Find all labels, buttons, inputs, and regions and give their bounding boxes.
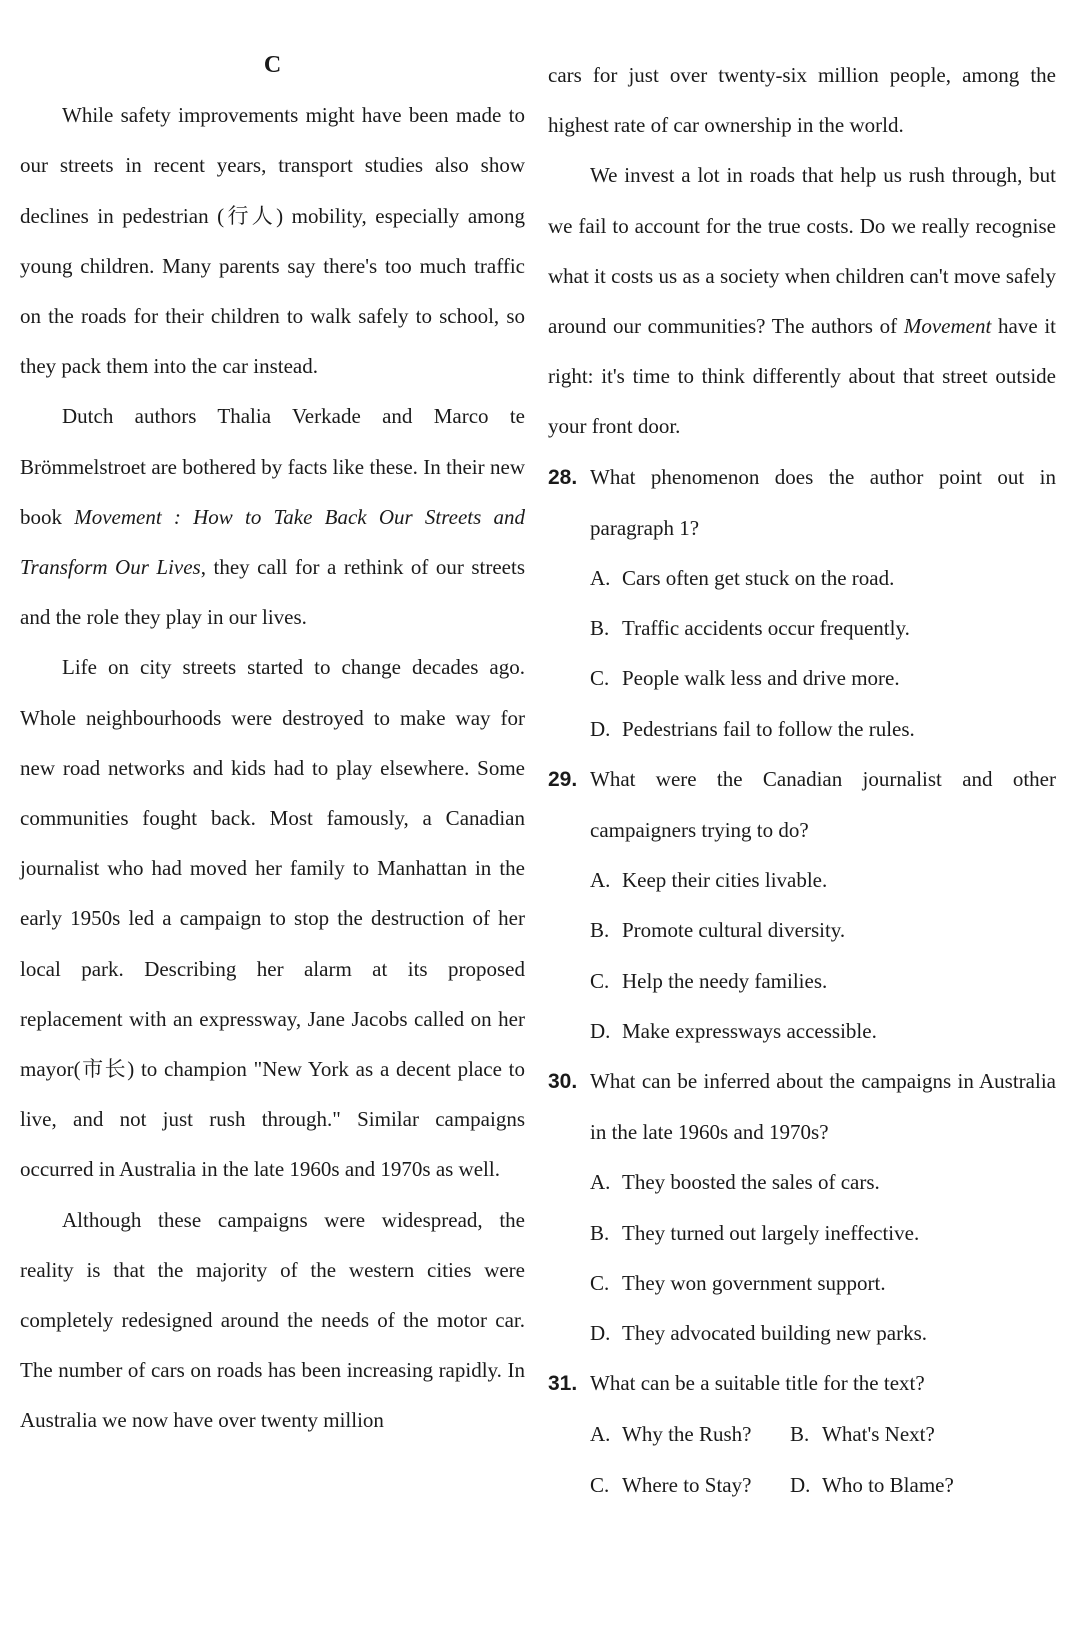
question-28 [548, 452, 1056, 553]
option-row-31-cd [548, 1460, 1056, 1510]
option-31-c[interactable] [590, 1460, 790, 1510]
option-letter: A. [590, 566, 611, 591]
option-text: What's Next? [822, 1422, 935, 1447]
paragraph-4-continued: cars for just over twenty-six million people, among the highest rate of car ownership in the world. [548, 63, 1056, 138]
paragraph-2-text-before: Dutch authors Thalia Verkade and Marco te Brömmelstroet are bothered by facts like these. In their new book [20, 404, 525, 529]
book-title: Movement : How to Take Back Our Streets and Transform Our Lives [20, 504, 525, 580]
option-30-d[interactable] [548, 1308, 1056, 1358]
section-letter: C [263, 52, 282, 78]
option-text: Who to Blame? [822, 1472, 954, 1497]
question-stem: What phenomenon does the author point out in paragraph 1? [590, 464, 1056, 540]
paragraph-3: Life on city streets started to change decades ago. Whole neighbourhoods were destroyed to make way for new road networks and kids had to play elsewhere. Some communities fought back. Most famously, a Canadian journalist who had moved her family to Manhattan in the early 1950s led a campaign to stop the destruction of her local park. Describing her alarm at its proposed replacement with an expressway, Jane Jacobs called on her mayor(市长) to champion "New York as a decent place to live, and not just rush through." Similar campaigns occurred in Australia in the late 1960s and 1970s as well. [20, 655, 525, 1182]
option-letter: B. [590, 616, 610, 641]
option-28-a[interactable] [548, 553, 1056, 603]
option-letter: C. [590, 1270, 610, 1295]
option-29-c[interactable] [548, 956, 1056, 1006]
option-letter: A. [590, 1422, 611, 1447]
option-text: Keep their cities livable. [622, 868, 828, 893]
paragraph-1: While safety improvements might have been made to our streets in recent years, transport studies also show declines in pedestrian (行人) mobility, especially among young children. Many parents say there's too much traffic on the roads for their children to walk safely to school, so they pack them into the car instead. [20, 103, 525, 379]
question-29 [548, 754, 1056, 855]
question-stem: What can be a suitable title for the text? [590, 1371, 925, 1396]
paragraph-2-text-after: , they call for a rethink of our streets and the role they play in our lives. [20, 555, 525, 630]
option-letter: D. [790, 1472, 811, 1497]
option-28-b[interactable] [548, 603, 1056, 653]
option-31-b[interactable] [790, 1409, 935, 1459]
option-text: They boosted the sales of cars. [622, 1170, 880, 1195]
option-letter: A. [590, 868, 611, 893]
option-text: Where to Stay? [622, 1472, 752, 1497]
option-29-d[interactable] [548, 1006, 1056, 1056]
question-31 [548, 1358, 1056, 1409]
option-letter: D. [590, 1321, 611, 1346]
question-number: 28. [548, 465, 578, 489]
option-text: They turned out largely ineffective. [622, 1220, 920, 1245]
option-30-b[interactable] [548, 1208, 1056, 1258]
question-stem: What were the Canadian journalist and other campaigners trying to do? [590, 766, 1056, 843]
option-letter: D. [590, 1018, 611, 1043]
option-text: Traffic accidents occur frequently. [622, 616, 910, 641]
option-31-d[interactable] [790, 1460, 954, 1510]
option-letter: B. [590, 918, 610, 943]
option-letter: B. [590, 1220, 610, 1245]
option-letter: B. [790, 1422, 810, 1447]
question-stem: What can be inferred about the campaigns in Australia in the late 1960s and 1970s? [590, 1069, 1056, 1145]
paragraph-5-text-after: have it right: it's time to think differently about that street outside your front door. [548, 314, 1057, 439]
option-text: Help the needy families. [622, 968, 828, 993]
option-29-b[interactable] [548, 905, 1056, 955]
option-29-a[interactable] [548, 855, 1056, 905]
option-text: Why the Rush? [622, 1422, 752, 1447]
option-letter: A. [590, 1170, 611, 1195]
question-number: 31. [548, 1372, 578, 1396]
option-28-c[interactable] [548, 653, 1056, 703]
option-letter: C. [590, 666, 610, 691]
paragraph-4-start: Although these campaigns were widespread, the reality is that the majority of the western cities were completely redesigned around the needs of the motor car. The number of cars on roads has been increasing rapidly. In Australia we now have over twenty million [20, 1207, 525, 1433]
option-text: Make expressways accessible. [622, 1018, 877, 1043]
question-30 [548, 1056, 1056, 1157]
option-text: Cars often get stuck on the road. [622, 566, 895, 591]
right-column [548, 50, 1056, 1510]
option-letter: C. [590, 1472, 610, 1497]
option-30-c[interactable] [548, 1258, 1056, 1308]
option-31-a[interactable] [590, 1409, 790, 1459]
question-number: 29. [548, 767, 578, 791]
book-title-short: Movement [903, 314, 992, 339]
option-letter: D. [590, 716, 611, 741]
option-30-a[interactable] [548, 1157, 1056, 1207]
option-row-31-ab [548, 1409, 1056, 1459]
option-letter: C. [590, 968, 610, 993]
option-text: Promote cultural diversity. [622, 918, 846, 943]
option-28-d[interactable] [548, 704, 1056, 754]
option-text: People walk less and drive more. [622, 666, 900, 691]
option-text: They won government support. [622, 1270, 886, 1295]
paragraph-2 [20, 391, 525, 642]
paragraph-5 [548, 150, 1056, 451]
option-text: They advocated building new parks. [622, 1321, 927, 1346]
paragraph-5-text-before: We invest a lot in roads that help us rush through, but we fail to account for the true costs. Do we really recognise what it costs us as a society when children can't move safely around our communities? The authors of [548, 163, 1056, 339]
question-number: 30. [548, 1070, 578, 1094]
option-text: Pedestrians fail to follow the rules. [622, 716, 915, 741]
left-column [20, 40, 525, 1446]
